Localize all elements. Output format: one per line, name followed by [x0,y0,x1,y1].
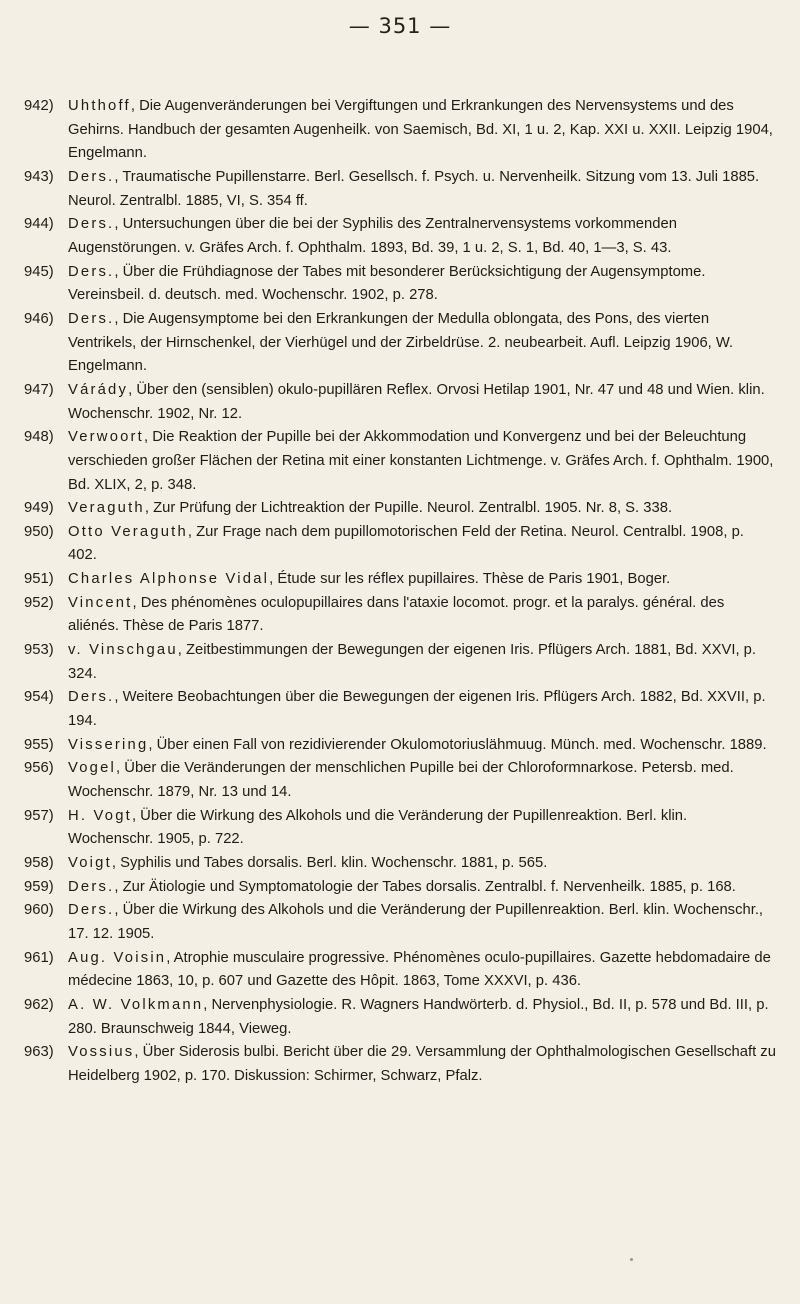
reference-author: Verwoort [68,429,144,446]
reference-number: 962) [24,996,54,1013]
reference-text: , Zur Frage nach dem pupillomotorischen Feld der Retina. Neurol. Centralbl. 1908, p. 402. [68,523,744,564]
reference-entry [24,497,776,521]
reference-text: , Die Augenveränderungen bei Vergiftungen und Erkrankungen des Nervensystems und des Gehirns. Handbuch der gesamten Augenheilk. von Saemisch, Bd. XI, 1 u. 2, Kap. XXI u. XXII. Leipzig 1904, Engelmann. [68,98,773,162]
reference-author: Charles Alphonse Vidal [68,571,270,588]
reference-author: Voigt [68,855,112,871]
reference-number: 960) [24,902,54,919]
reference-author: Vossius [68,1044,135,1061]
reference-entry [24,308,776,379]
print-speck [630,1258,633,1261]
reference-number: 957) [24,807,54,824]
reference-entry [24,805,776,852]
reference-author: Ders. [68,689,115,706]
reference-author: Ders. [68,168,115,185]
reference-author: Várády [68,381,129,398]
reference-author: Ders. [68,263,115,280]
reference-author: Ders. [68,878,115,895]
reference-number: 948) [24,429,54,446]
reference-entry [24,947,776,994]
reference-text: , Über die Veränderungen der menschlichen Pupille bei der Chloroformnarkose. Petersb. med. Wochenschr. 1879, Nr. 13 und 14. [68,760,734,801]
reference-entry [24,261,776,308]
reference-entry [24,852,776,876]
reference-entry [24,686,776,733]
reference-number: 956) [24,760,54,777]
reference-entry [24,899,776,946]
reference-number: 946) [24,310,54,327]
reference-entry [24,379,776,426]
reference-number: 945) [24,263,54,280]
reference-number: 952) [24,594,54,611]
reference-number: 943) [24,168,54,185]
reference-entry [24,568,776,592]
reference-number: 953) [24,642,54,659]
reference-entry [24,521,776,568]
reference-text: , Über die Wirkung des Alkohols und die Veränderung der Pupillenreaktion. Berl. klin. Wochenschr., 17. 12. 1905. [68,902,764,942]
reference-text: , Syphilis und Tabes dorsalis. Berl. klin. Wochenschr. 1881, p. 565. [111,855,548,871]
reference-number: 958) [24,855,54,871]
reference-author: Ders. [68,216,115,233]
reference-number: 961) [24,949,54,966]
reference-text: , Über die Frühdiagnose der Tabes mit besonderer Berücksichtigung der Augensymptome. Vereinsbeil. d. deutsch. med. Wochenschr. 1902, p. 278. [68,263,706,304]
reference-entry [24,639,776,686]
reference-author: Otto Veraguth [68,523,188,540]
reference-entry [24,426,776,497]
reference-number: 947) [24,381,54,398]
reference-entry [24,994,776,1041]
reference-author: Ders. [68,310,115,327]
reference-entry [24,876,776,900]
reference-text: , Untersuchungen über die bei der Syphilis des Zentralnervensystems vorkommenden Augenstörungen. v. Gräfes Arch. f. Ophthalm. 1893, Bd. 39, 1 u. 2, S. 1, Bd. 40, 1—3, S. 43. [68,216,677,256]
reference-number: 950) [24,523,54,540]
reference-entry [24,1041,776,1088]
reference-text: , Zur Prüfung der Lichtreaktion der Pupille. Neurol. Zentralbl. 1905. Nr. 8, S. 338. [144,500,673,517]
reference-author: Vissering [68,736,149,753]
reference-entry [24,166,776,213]
reference-entry [24,213,776,260]
reference-list [24,95,776,1089]
reference-number: 944) [24,216,54,233]
reference-text: , Die Reaktion der Pupille bei der Akkommodation und Konvergenz und bei der Beleuchtung verschieden großer Flächen der Retina mit einer konstanten Lichtmenge. v. Gräfes Arch. f. Ophthalm. 1900, Bd. XLIX, 2, p. 348. [68,429,774,493]
reference-text: , Traumatische Pupillenstarre. Berl. Gesellsch. f. Psych. u. Nervenheilk. Sitzung vom 13. Juli 1885. Neurol. Zentralbl. 1885, VI, S. 354 ff. [68,168,760,209]
reference-text: , Über einen Fall von rezidivierender Okulomotoriuslähmuug. Münch. med. Wochenschr. 1889. [148,736,767,753]
reference-number: 949) [24,500,54,517]
reference-number: 955) [24,736,54,753]
reference-text: , Zeitbestimmungen der Bewegungen der eigenen Iris. Pflügers Arch. 1881, Bd. XXVI, p. 324. [68,642,757,682]
reference-author: A. W. Volkmann [68,996,204,1013]
reference-text: , Über die Wirkung des Alkohols und die Veränderung der Pupillenreaktion. Berl. klin. Wochenschr. 1905, p. 722. [68,807,688,848]
reference-text: , Über den (sensiblen) okulo-pupillären Reflex. Orvosi Hetilap 1901, Nr. 47 und 48 und Wien. klin. Wochenschr. 1902, Nr. 12. [68,381,765,422]
reference-text: , Étude sur les réflex pupillaires. Thèse de Paris 1901, Boger. [269,571,671,588]
reference-text: , Atrophie musculaire progressive. Phénomènes oculo-pupillaires. Gazette hebdomadaire de médecine 1863, 10, p. 607 und Gazette des Hôpit. 1863, Tome XXXVI, p. 436. [68,949,771,990]
reference-entry [24,592,776,639]
reference-author: H. Vogt [68,807,132,824]
reference-text: , Weitere Beobachtungen über die Bewegungen der eigenen Iris. Pflügers Arch. 1882, Bd. XXVII, p. 194. [68,689,766,730]
reference-number: 959) [24,878,54,895]
reference-text: , Über Siderosis bulbi. Bericht über die 29. Versammlung der Ophthalmologischen Gesellschaft zu Heidelberg 1902, p. 170. Diskussion: Schirmer, Schwarz, Pfalz. [68,1044,776,1084]
reference-entry [24,95,776,166]
reference-author: Uhthoff [68,98,131,114]
reference-number: 951) [24,571,54,588]
reference-number: 942) [24,98,54,114]
reference-author: Veraguth [68,500,145,517]
reference-text: , Nervenphysiologie. R. Wagners Handwörterb. d. Physiol., Bd. II, p. 578 und Bd. III, p. 280. Braunschweig 1844, Vieweg. [68,996,769,1037]
reference-number: 954) [24,689,54,706]
reference-author: Vogel [68,760,117,777]
reference-author: v. Vinschgau [68,642,178,659]
reference-text: , Zur Ätiologie und Symptomatologie der Tabes dorsalis. Zentralbl. f. Nervenheilk. 1885, p. 168. [114,878,736,895]
reference-entry [24,757,776,804]
page-number: — 351 — [348,14,452,38]
reference-entry [24,734,776,758]
reference-text: , Die Augensymptome bei den Erkrankungen der Medulla oblongata, des Pons, des vierten Ventrikels, der Hirnschenkel, der Vierhügel und der Zirbeldrüse. 2. neubearbeit. Aufl. Leipzig 1906, W. Engelmann. [68,310,734,375]
reference-author: Aug. Voisin [68,949,167,966]
reference-author: Ders. [68,902,115,919]
reference-author: Vincent [68,594,133,611]
reference-number: 963) [24,1044,54,1061]
reference-text: , Des phénomènes oculopupillaires dans l'ataxie locomot. progr. et la paralys. général. des aliénés. Thèse de Paris 1877. [68,594,725,635]
